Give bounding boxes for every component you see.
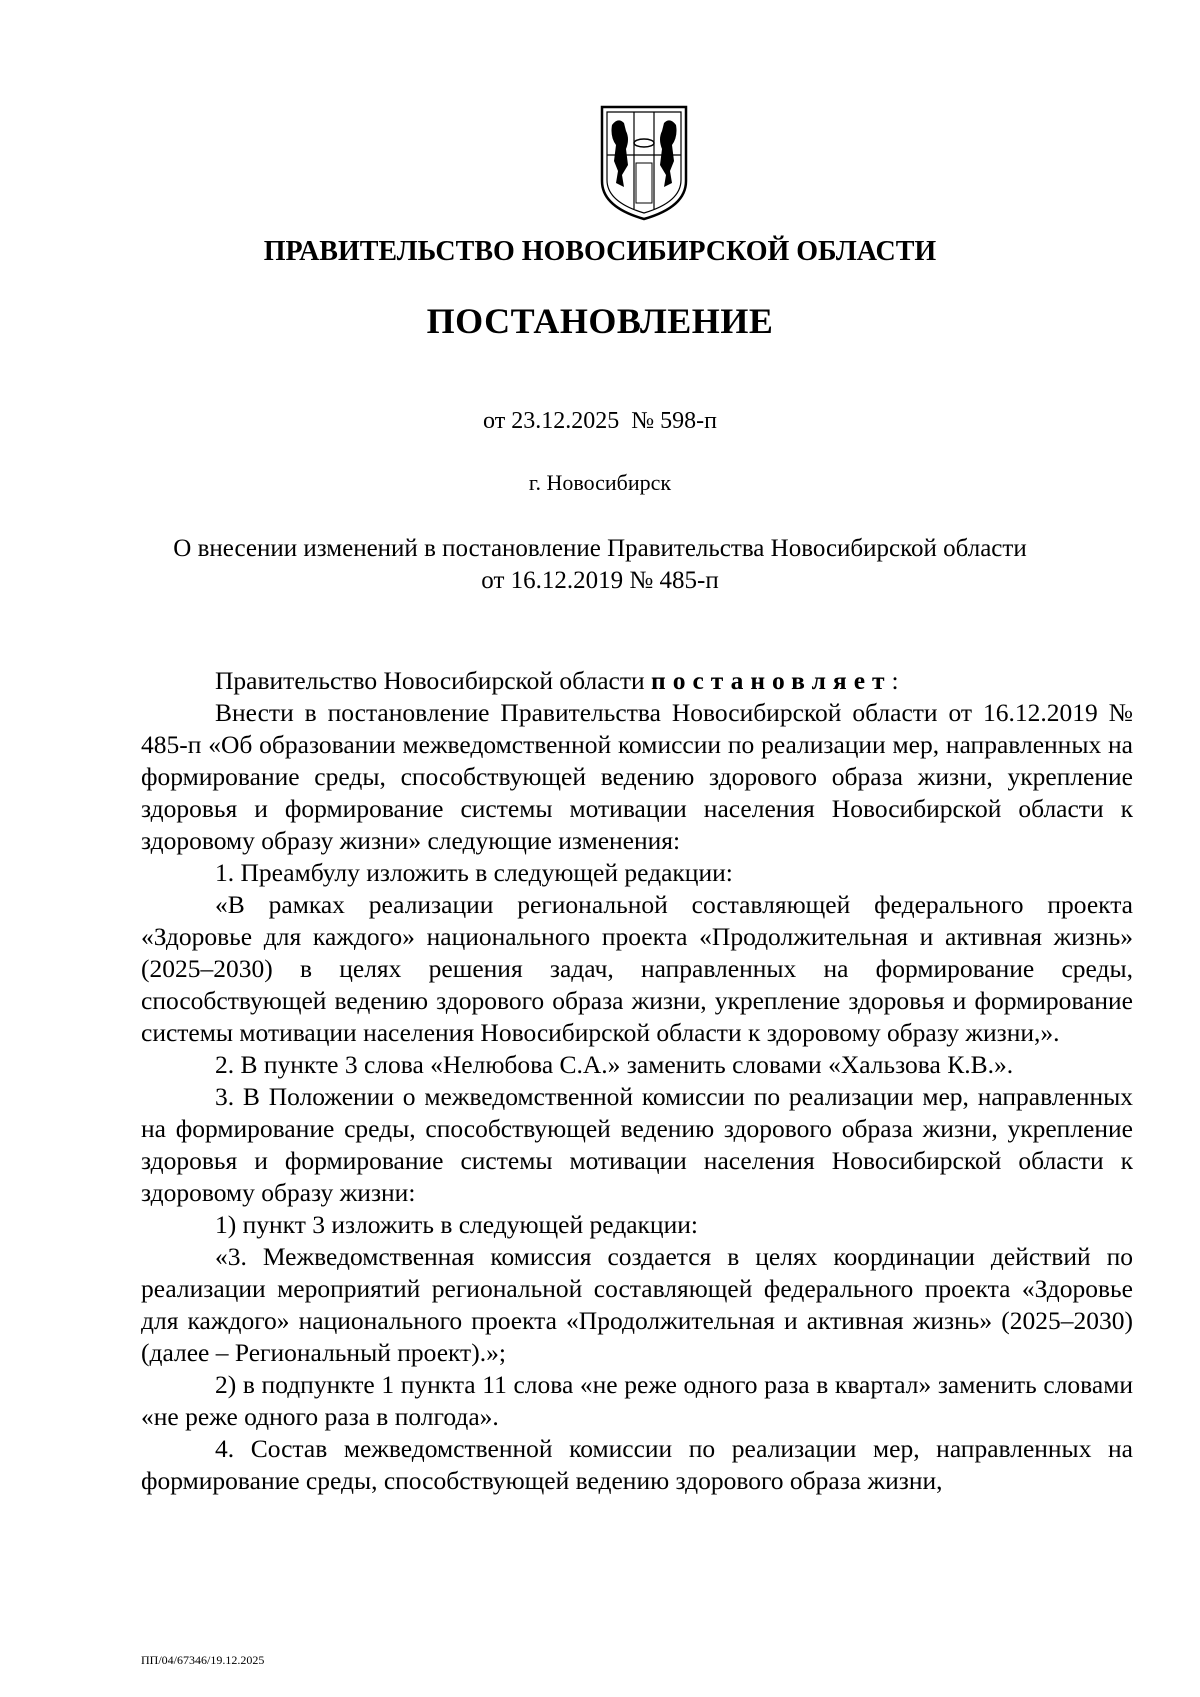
subject-line-2: от 16.12.2019 № 485-п (481, 567, 719, 594)
preamble-text: Правительство Новосибирской области (215, 666, 651, 695)
paragraph-item-3-2: 2) в подпункте 1 пункта 11 слова «не реже одного раза в квартал» заменить словами «не реже одного раза в полгода». (141, 1370, 1133, 1431)
subject-line-1: О внесении изменений в постановление Правительства Новосибирской области (173, 535, 1027, 562)
paragraph-item-1-text: «В рамках реализации региональной составляющей федерального проекта «Здоровье для каждого» национального проекта «Продолжительная и активная жизнь» (2025–2030) в целях решения задач, направленных на формирование среды, способствующей ведению здорового образа жизни, укрепление здоровья и формирование системы мотивации населения Новосибирской области к здоровому образу жизни,». (141, 890, 1133, 1047)
paragraph-item-1: 1. Преамбулу изложить в следующей редакции: (215, 858, 733, 887)
paragraph-item-3-1-text: «3. Межведомственная комиссия создается в целях координации действий по реализации мероприятий региональной составляющей федерального проекта «Здоровье для каждого» национального проекта «Продолжительная и активная жизнь» (2025–2030) (далее – Региональный проект).»; (141, 1242, 1133, 1367)
city: г. Новосибирск (528, 470, 672, 495)
resolution-word: постановляет (651, 666, 892, 695)
document-subject (0, 533, 1200, 597)
paragraph-item-4: 4. Состав межведомственной комиссии по реализации мер, направленных на формирование среды, способствующей ведению здорового образа жизни, (141, 1434, 1133, 1495)
coat-of-arms-emblem (596, 103, 692, 223)
paragraph-item-3-1: 1) пункт 3 изложить в следующей редакции: (215, 1210, 698, 1239)
document-body (141, 665, 1133, 1497)
paragraph-item-2: 2. В пункте 3 слова «Нелюбова С.А.» заменить словами «Хальзова К.В.». (215, 1050, 1014, 1079)
date-and-number: от 23.12.2025 № 598-п (483, 408, 717, 434)
preamble-colon: : (891, 666, 899, 695)
organization-title: ПРАВИТЕЛЬСТВО НОВОСИБИРСКОЙ ОБЛАСТИ (263, 236, 937, 267)
preamble-paragraph (141, 665, 1133, 697)
document-code-footer: ПП/04/67346/19.12.2025 (141, 1653, 265, 1667)
paragraph-item-3: 3. В Положении о межведомственной комиссии по реализации мер, направленных на формирование среды, способствующей ведению здорового образа жизни, укрепление здоровья и формирование системы мотивации населения Новосибирской области к здоровому образу жизни: (141, 1082, 1133, 1207)
paragraph-amend: Внести в постановление Правительства Новосибирской области от 16.12.2019 № 485-п «Об образовании межведомственной комиссии по реализации мер, направленных на формирование среды, способствующей ведению здорового образа жизни, укрепление здоровья и формирование системы мотивации населения Новосибирской области к здоровому образу жизни» следующие изменения: (141, 698, 1133, 855)
document-type: ПОСТАНОВЛЕНИЕ (426, 301, 774, 341)
